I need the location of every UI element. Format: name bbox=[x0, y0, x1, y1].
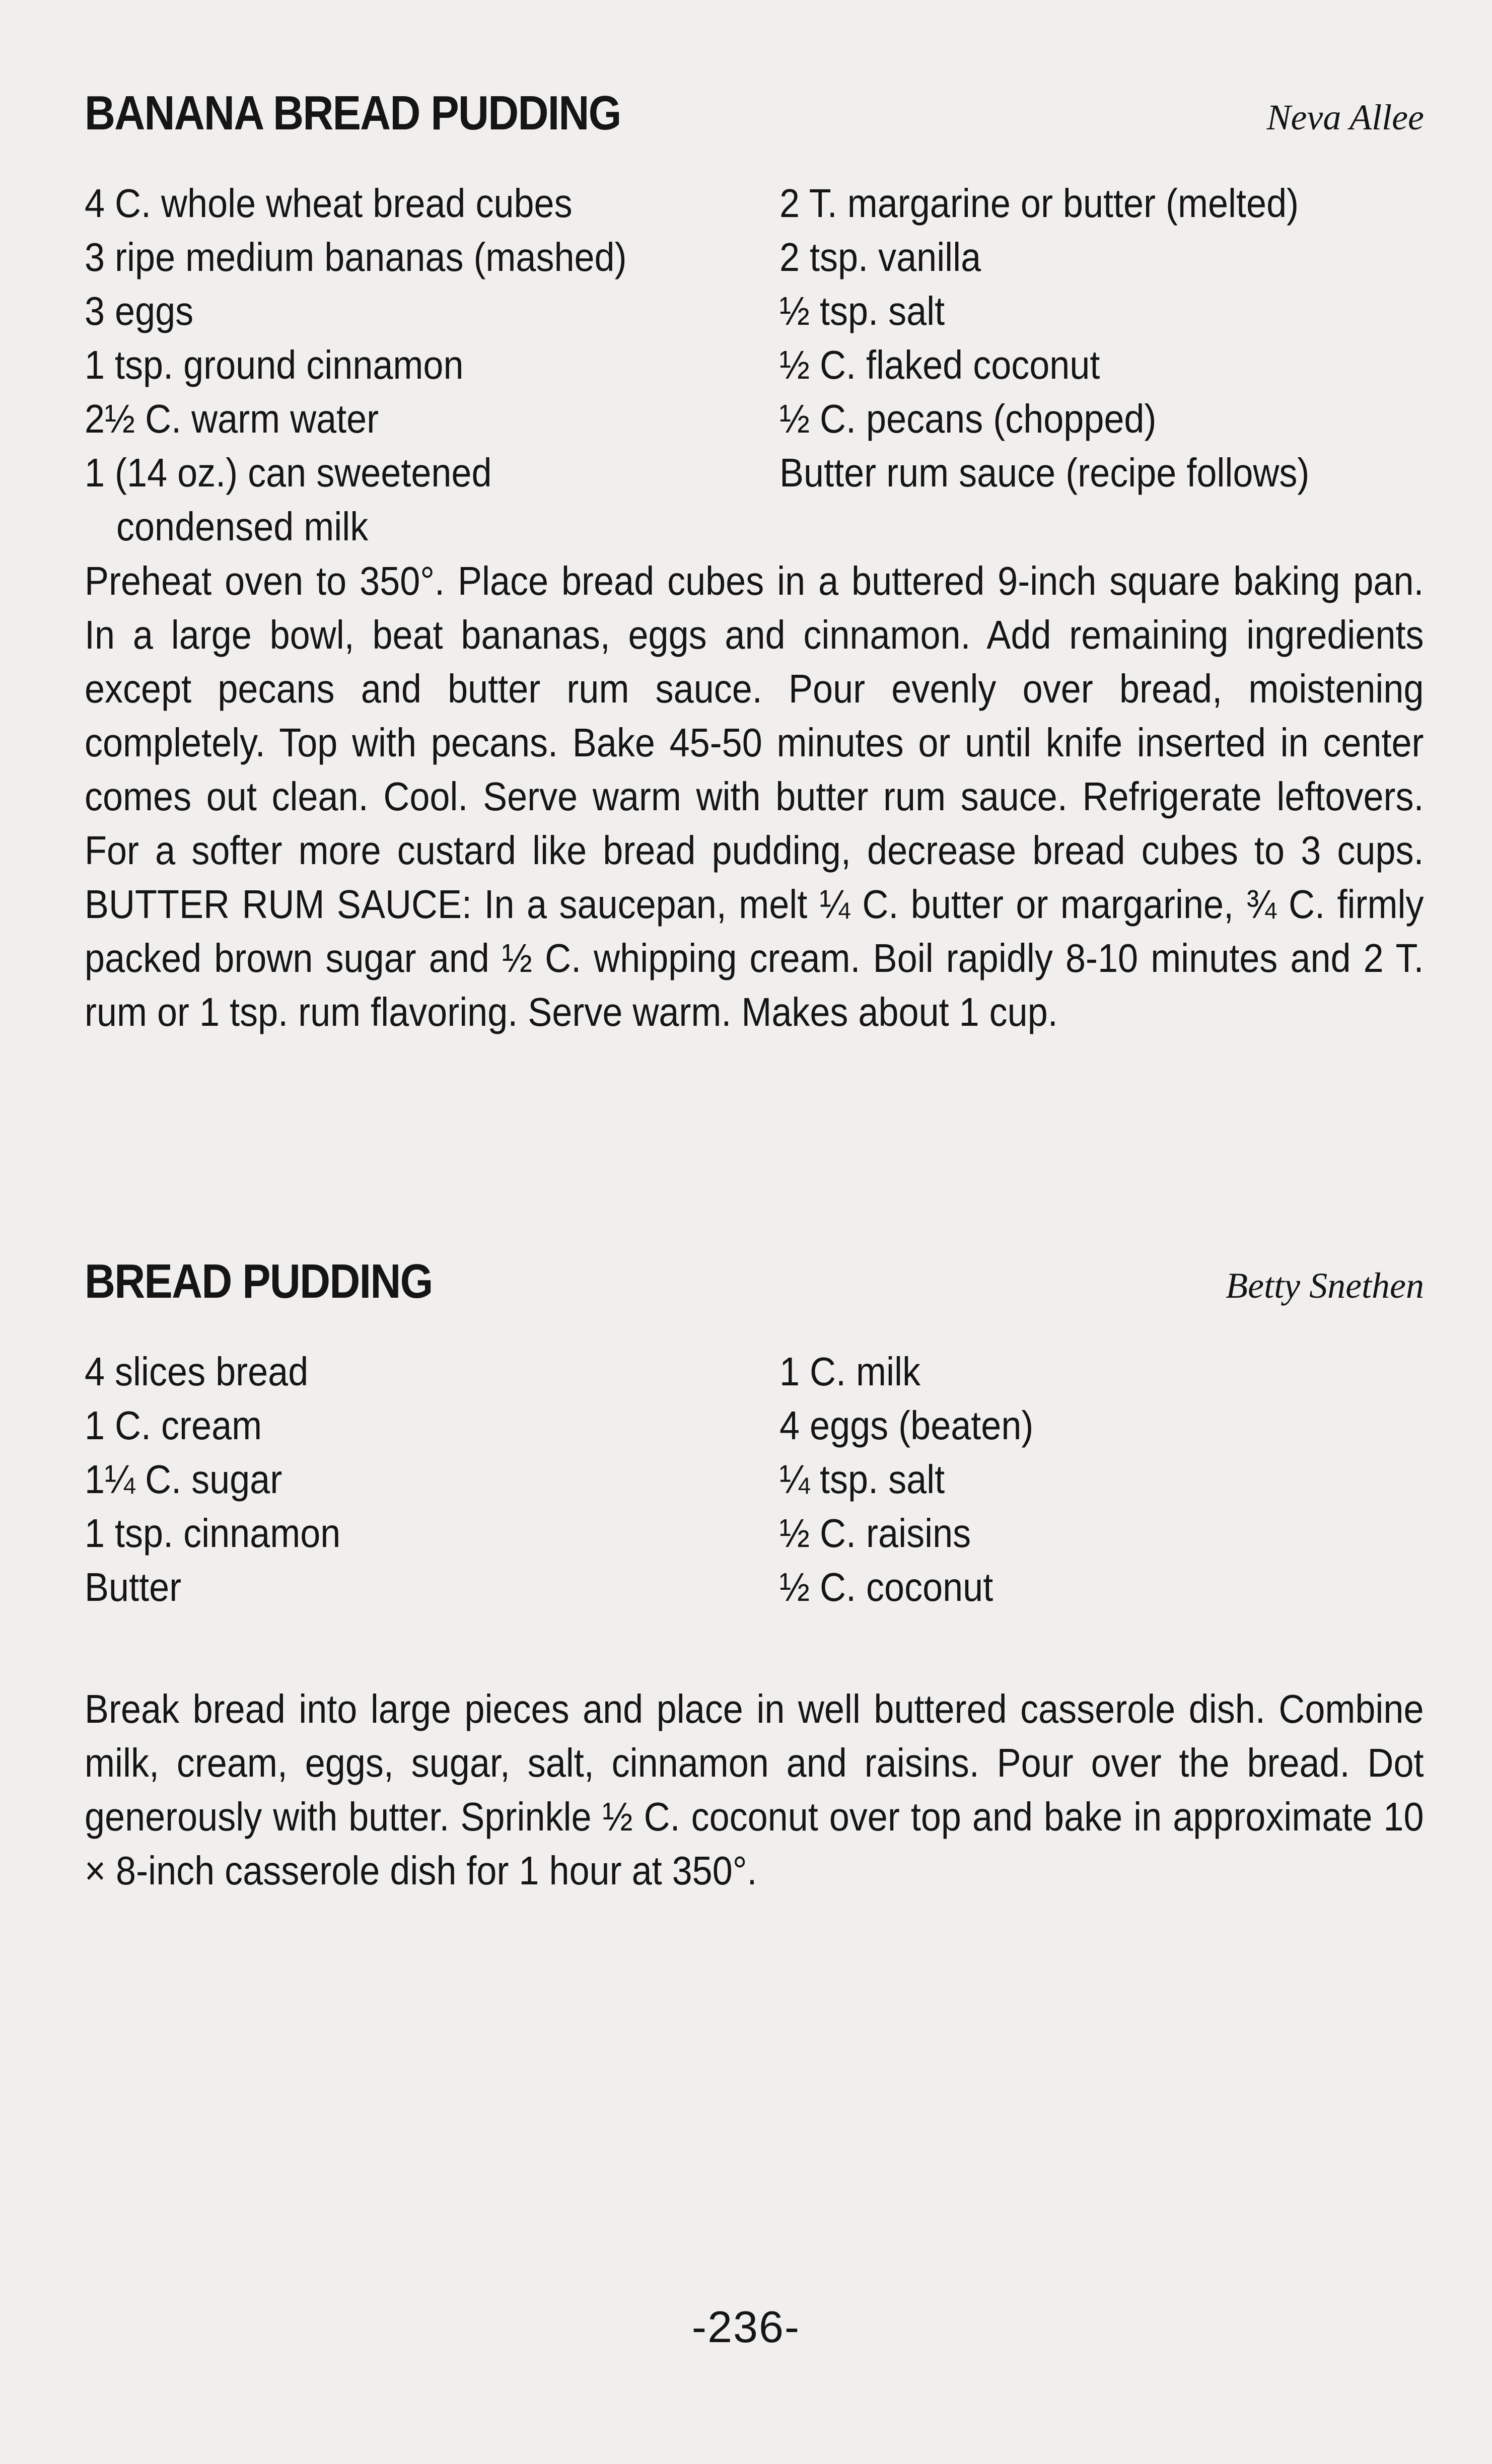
ingredient-column-right bbox=[779, 176, 1424, 500]
page-number: -236- bbox=[691, 2302, 801, 2352]
recipe-title: BREAD PUDDING bbox=[85, 1254, 433, 1308]
ingredient-item: ½ C. raisins bbox=[779, 1511, 971, 1556]
ingredient-column-left bbox=[85, 176, 779, 553]
ingredient-item: 1¼ C. sugar bbox=[85, 1457, 282, 1502]
ingredient-item: 1 (14 oz.) can sweetened bbox=[85, 450, 492, 495]
ingredient-item: ¼ tsp. salt bbox=[779, 1457, 945, 1502]
ingredient-list bbox=[85, 1345, 1424, 1682]
ingredient-item: Butter bbox=[85, 1565, 182, 1609]
ingredient-item: 4 C. whole wheat bread cubes bbox=[85, 181, 573, 226]
ingredient-item: 4 slices bread bbox=[85, 1349, 309, 1394]
recipe-instructions bbox=[85, 554, 1424, 1039]
ingredient-item: 3 eggs bbox=[85, 289, 194, 333]
ingredient-item: 1 C. cream bbox=[85, 1403, 262, 1448]
recipe-author: Neva Allee bbox=[1266, 97, 1424, 137]
recipe-instructions bbox=[85, 1682, 1424, 1897]
ingredient-list bbox=[85, 176, 1424, 554]
ingredient-item: ½ C. coconut bbox=[779, 1565, 993, 1609]
ingredient-item: condensed milk bbox=[116, 504, 369, 549]
recipe-banana-bread-pudding bbox=[85, 81, 1424, 1039]
recipe-author: Betty Snethen bbox=[1226, 1265, 1424, 1306]
ingredient-item: 2½ C. warm water bbox=[85, 396, 379, 441]
ingredient-item: ½ C. pecans (chopped) bbox=[779, 396, 1157, 441]
ingredient-item: ½ tsp. salt bbox=[779, 289, 945, 333]
ingredient-item: 3 ripe medium bananas (mashed) bbox=[85, 235, 627, 279]
instructions-text: Break bread into large pieces and place in well buttered casserole dish. Combine milk, cream, eggs, sugar, salt, cinnamon and raisins. Pour over the bread. Dot generously with butter. Sprinkle ½ C. coconut over top and bake in approximate 10 × 8-inch casserole dish for 1 hour at 350°. bbox=[85, 1686, 1424, 1893]
ingredient-item: 1 tsp. cinnamon bbox=[85, 1511, 341, 1556]
ingredient-item: 4 eggs (beaten) bbox=[779, 1403, 1034, 1448]
recipe-bread-pudding bbox=[85, 1249, 1424, 1897]
ingredient-item: 1 tsp. ground cinnamon bbox=[85, 342, 464, 387]
ingredient-item: Butter rum sauce (recipe follows) bbox=[779, 450, 1310, 495]
ingredient-item: 1 C. milk bbox=[779, 1349, 921, 1394]
recipe-header bbox=[85, 81, 1424, 146]
recipe-header bbox=[85, 1249, 1424, 1314]
ingredient-item: 2 tsp. vanilla bbox=[779, 235, 981, 279]
recipe-title: BANANA BREAD PUDDING bbox=[85, 86, 621, 140]
ingredient-column-left bbox=[85, 1345, 779, 1614]
ingredient-column-right bbox=[779, 1345, 1424, 1614]
ingredient-item: 2 T. margarine or butter (melted) bbox=[779, 181, 1299, 226]
ingredient-item: ½ C. flaked coconut bbox=[779, 342, 1100, 387]
instructions-text: Preheat oven to 350°. Place bread cubes in a buttered 9-inch square baking pan. In a large bowl, beat bananas, eggs and cinnamon. Add remaining ingredients except pecans and butter rum sauce. Pour evenly over bread, moistening completely. Top with pecans. Bake 45-50 minutes or until knife inserted in center comes out clean. Cool. Serve warm with butter rum sauce. Refrigerate leftovers. For a softer more custard like bread pudding, decrease bread cubes to 3 cups. BUTTER RUM SAUCE: In a saucepan, melt ¼ C. butter or margarine, ¾ C. firmly packed brown sugar and ½ C. whipping cream. Boil rapidly 8-10 minutes and 2 T. rum or 1 tsp. rum flavoring. Serve warm. Makes about 1 cup. bbox=[85, 558, 1424, 1034]
